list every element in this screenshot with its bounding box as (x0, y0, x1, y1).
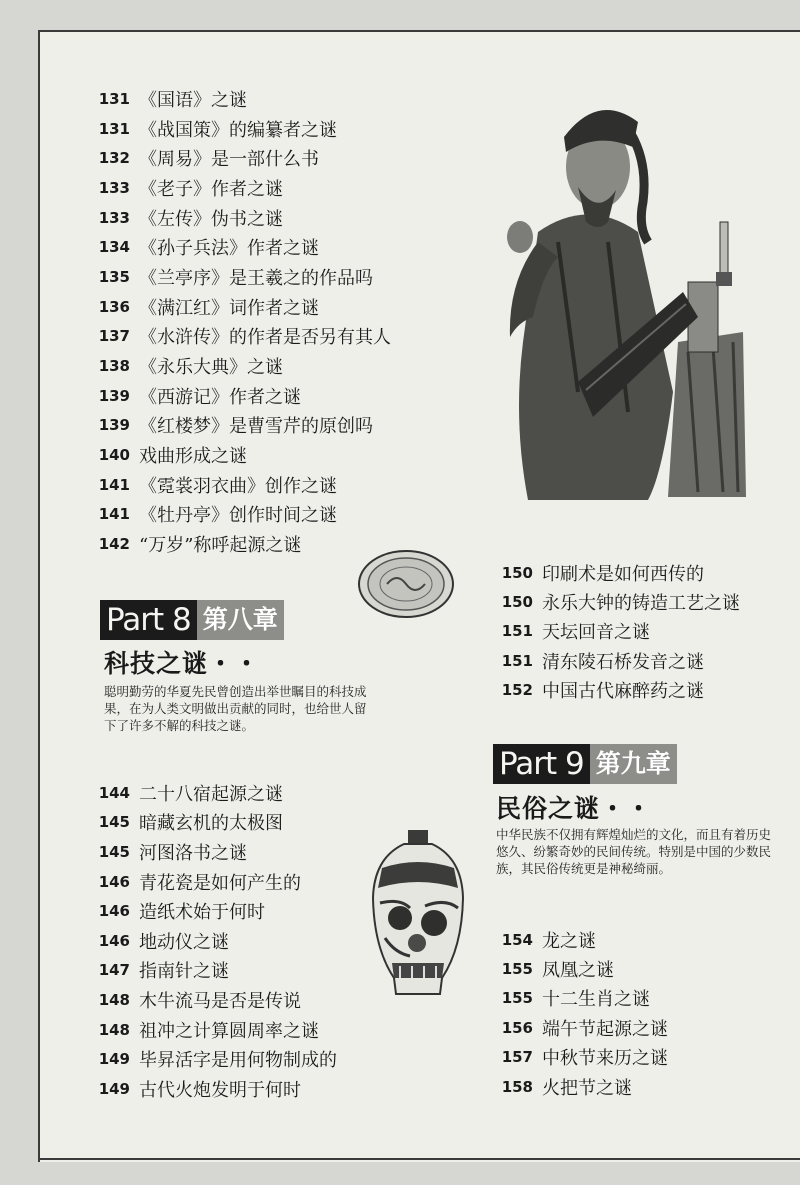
toc-title: 天坛回音之谜 (542, 622, 650, 644)
toc-entry[interactable] (483, 1043, 668, 1072)
toc-page-number: 154 (501, 930, 533, 949)
toc-page-number: 131 (98, 89, 130, 108)
toc-page-number: 147 (98, 961, 130, 980)
toc-page-number: 158 (501, 1077, 533, 1096)
part8-chapter: 第八章 (197, 600, 284, 640)
toc-entry[interactable] (80, 1074, 337, 1104)
toc-title: 《国语》之谜 (139, 89, 247, 111)
toc-title: 中国古代麻醉药之谜 (542, 681, 704, 703)
toc-entry[interactable] (80, 500, 391, 530)
toc-entry[interactable] (483, 1013, 668, 1042)
toc-entry[interactable] (483, 617, 740, 646)
toc-page-number: 131 (98, 119, 130, 138)
toc-page-number: 146 (98, 872, 130, 891)
toc-entry[interactable] (80, 440, 391, 470)
toc-title: 凤凰之谜 (542, 960, 614, 982)
toc-page-number: 138 (98, 357, 130, 376)
toc-page-number: 146 (98, 902, 130, 921)
scholar-statue-photo (498, 92, 748, 502)
toc-entry[interactable] (483, 587, 740, 616)
toc-page-number: 155 (501, 960, 533, 979)
toc-entry[interactable] (80, 808, 337, 838)
toc-title: 戏曲形成之谜 (139, 446, 247, 468)
toc-page-number: 150 (501, 593, 533, 612)
toc-entry[interactable] (483, 646, 740, 675)
part8-description: 聪明勤劳的华夏先民曾创造出举世瞩目的科技成果，在为人类文明做出贡献的同时，也给世人留下了许多不解的科技之谜。 (104, 684, 367, 733)
toc-page-number: 149 (98, 1050, 130, 1069)
toc-page-number: 142 (98, 535, 130, 554)
toc-page-number: 156 (501, 1018, 533, 1037)
toc-title: 《老子》作者之谜 (139, 178, 283, 200)
toc-page-number: 148 (98, 990, 130, 1009)
part9-chapter: 第九章 (590, 744, 677, 784)
toc-title: 《红楼梦》是曹雪芹的原创吗 (139, 416, 373, 438)
toc-page-number: 150 (501, 563, 533, 582)
toc-page-number: 136 (98, 297, 130, 316)
toc-entry[interactable] (483, 925, 668, 954)
toc-entry[interactable] (80, 896, 337, 926)
toc-entry[interactable] (483, 1072, 668, 1101)
toc-title: 《兰亭序》是王羲之的作品吗 (139, 267, 373, 289)
toc-entry[interactable] (80, 232, 391, 262)
toc-title: 青花瓷是如何产生的 (139, 872, 301, 894)
toc-title: 造纸术始于何时 (139, 902, 265, 924)
toc-page-number: 139 (98, 416, 130, 435)
toc-page-number: 133 (98, 178, 130, 197)
toc-entry[interactable] (80, 351, 391, 381)
toc-entry[interactable] (80, 956, 337, 986)
toc-title: 清东陵石桥发音之谜 (542, 651, 704, 673)
toc-page-number: 133 (98, 208, 130, 227)
toc-page-number: 145 (98, 813, 130, 832)
toc-title: 《霓裳羽衣曲》创作之谜 (139, 475, 337, 497)
toc-entry[interactable] (80, 84, 391, 114)
page-bottom-rule (38, 1158, 800, 1160)
toc-title: 《孙子兵法》作者之谜 (139, 238, 319, 260)
toc-entry[interactable] (80, 1044, 337, 1074)
toc-title: 河图洛书之谜 (139, 842, 247, 864)
part9-label: Part 9 (493, 744, 590, 784)
toc-page-number: 141 (98, 505, 130, 524)
toc-page-number: 132 (98, 149, 130, 168)
toc-entry[interactable] (80, 867, 337, 897)
part9-description: 中华民族不仅拥有辉煌灿烂的文化，而且有着历史悠久、纷繁奇妙的民间传统。特别是中国的少数民族，其民俗传统更是神秘绮丽。 (496, 827, 772, 876)
toc-title: 暗藏玄机的太极图 (139, 813, 283, 835)
toc-page-number: 146 (98, 931, 130, 950)
toc-entry[interactable] (80, 262, 391, 292)
toc-title: “万岁”称呼起源之谜 (139, 535, 302, 557)
toc-page-number: 137 (98, 327, 130, 346)
toc-entry[interactable] (80, 322, 391, 352)
toc-part8-cont-list (483, 558, 740, 705)
toc-title: 十二生肖之谜 (542, 989, 650, 1011)
toc-page-number: 144 (98, 783, 130, 802)
toc-page-number: 134 (98, 238, 130, 257)
toc-title: 二十八宿起源之谜 (139, 783, 283, 805)
toc-title: 指南针之谜 (139, 961, 229, 983)
toc-entry[interactable] (483, 984, 668, 1013)
toc-title: 《周易》是一部什么书 (139, 149, 319, 171)
toc-entry[interactable] (80, 778, 337, 808)
part8-title: 科技之谜・・ (104, 649, 261, 678)
toc-entry[interactable] (80, 203, 391, 233)
toc-title: 《永乐大典》之谜 (139, 357, 283, 379)
toc-title: 古代火炮发明于何时 (139, 1079, 301, 1101)
toc-part8-list (80, 778, 337, 1104)
toc-page-number: 145 (98, 842, 130, 861)
part9-banner (493, 744, 677, 784)
toc-entry[interactable] (80, 837, 337, 867)
part8-label: Part 8 (100, 600, 197, 640)
toc-page-number: 139 (98, 386, 130, 405)
toc-title: 印刷术是如何西传的 (542, 563, 704, 585)
toc-title: 《西游记》作者之谜 (139, 386, 301, 408)
toc-title: 祖冲之计算圆周率之谜 (139, 1020, 319, 1042)
toc-entry[interactable] (80, 926, 337, 956)
toc-page-number: 141 (98, 475, 130, 494)
toc-title: 端午节起源之谜 (542, 1018, 668, 1040)
toc-page-number: 135 (98, 267, 130, 286)
toc-part9-list (483, 925, 668, 1101)
toc-title: 地动仪之谜 (139, 931, 229, 953)
toc-page-number: 155 (501, 989, 533, 1008)
toc-page-number: 152 (501, 681, 533, 700)
toc-entry[interactable] (80, 114, 391, 144)
toc-entry[interactable] (80, 985, 337, 1015)
toc-entry[interactable] (80, 292, 391, 322)
toc-entry[interactable] (483, 676, 740, 705)
toc-entry[interactable] (80, 411, 391, 441)
toc-title: 《水浒传》的作者是否另有其人 (139, 327, 391, 349)
toc-entry[interactable] (80, 529, 391, 559)
toc-entry[interactable] (80, 1015, 337, 1045)
blue-white-vase-photo (370, 828, 466, 996)
toc-title: 龙之谜 (542, 930, 596, 952)
toc-entry[interactable] (483, 558, 740, 587)
toc-page-number: 140 (98, 446, 130, 465)
toc-title: 《左传》伪书之谜 (139, 208, 283, 230)
toc-title: 火把节之谜 (542, 1077, 632, 1099)
toc-title: 《牡丹亭》创作时间之谜 (139, 505, 337, 527)
toc-entry[interactable] (80, 173, 391, 203)
toc-page-number: 151 (501, 651, 533, 670)
toc-page-number: 157 (501, 1048, 533, 1067)
toc-title: 《满江红》词作者之谜 (139, 297, 319, 319)
toc-title: 毕昇活字是用何物制成的 (139, 1050, 337, 1072)
toc-page-number: 149 (98, 1079, 130, 1098)
toc-entry[interactable] (80, 143, 391, 173)
toc-entry[interactable] (80, 381, 391, 411)
toc-entry[interactable] (80, 470, 391, 500)
toc-top-list (80, 84, 391, 559)
toc-page-number: 151 (501, 622, 533, 641)
toc-entry[interactable] (483, 954, 668, 983)
toc-title: 中秋节来历之谜 (542, 1048, 668, 1070)
toc-title: 永乐大钟的铸造工艺之谜 (542, 593, 740, 615)
part8-banner (100, 600, 284, 640)
part9-title: 民俗之谜・・ (496, 794, 653, 823)
toc-title: 木牛流马是否是传说 (139, 990, 301, 1012)
toc-title: 《战国策》的编纂者之谜 (139, 119, 337, 141)
toc-page-number: 148 (98, 1020, 130, 1039)
